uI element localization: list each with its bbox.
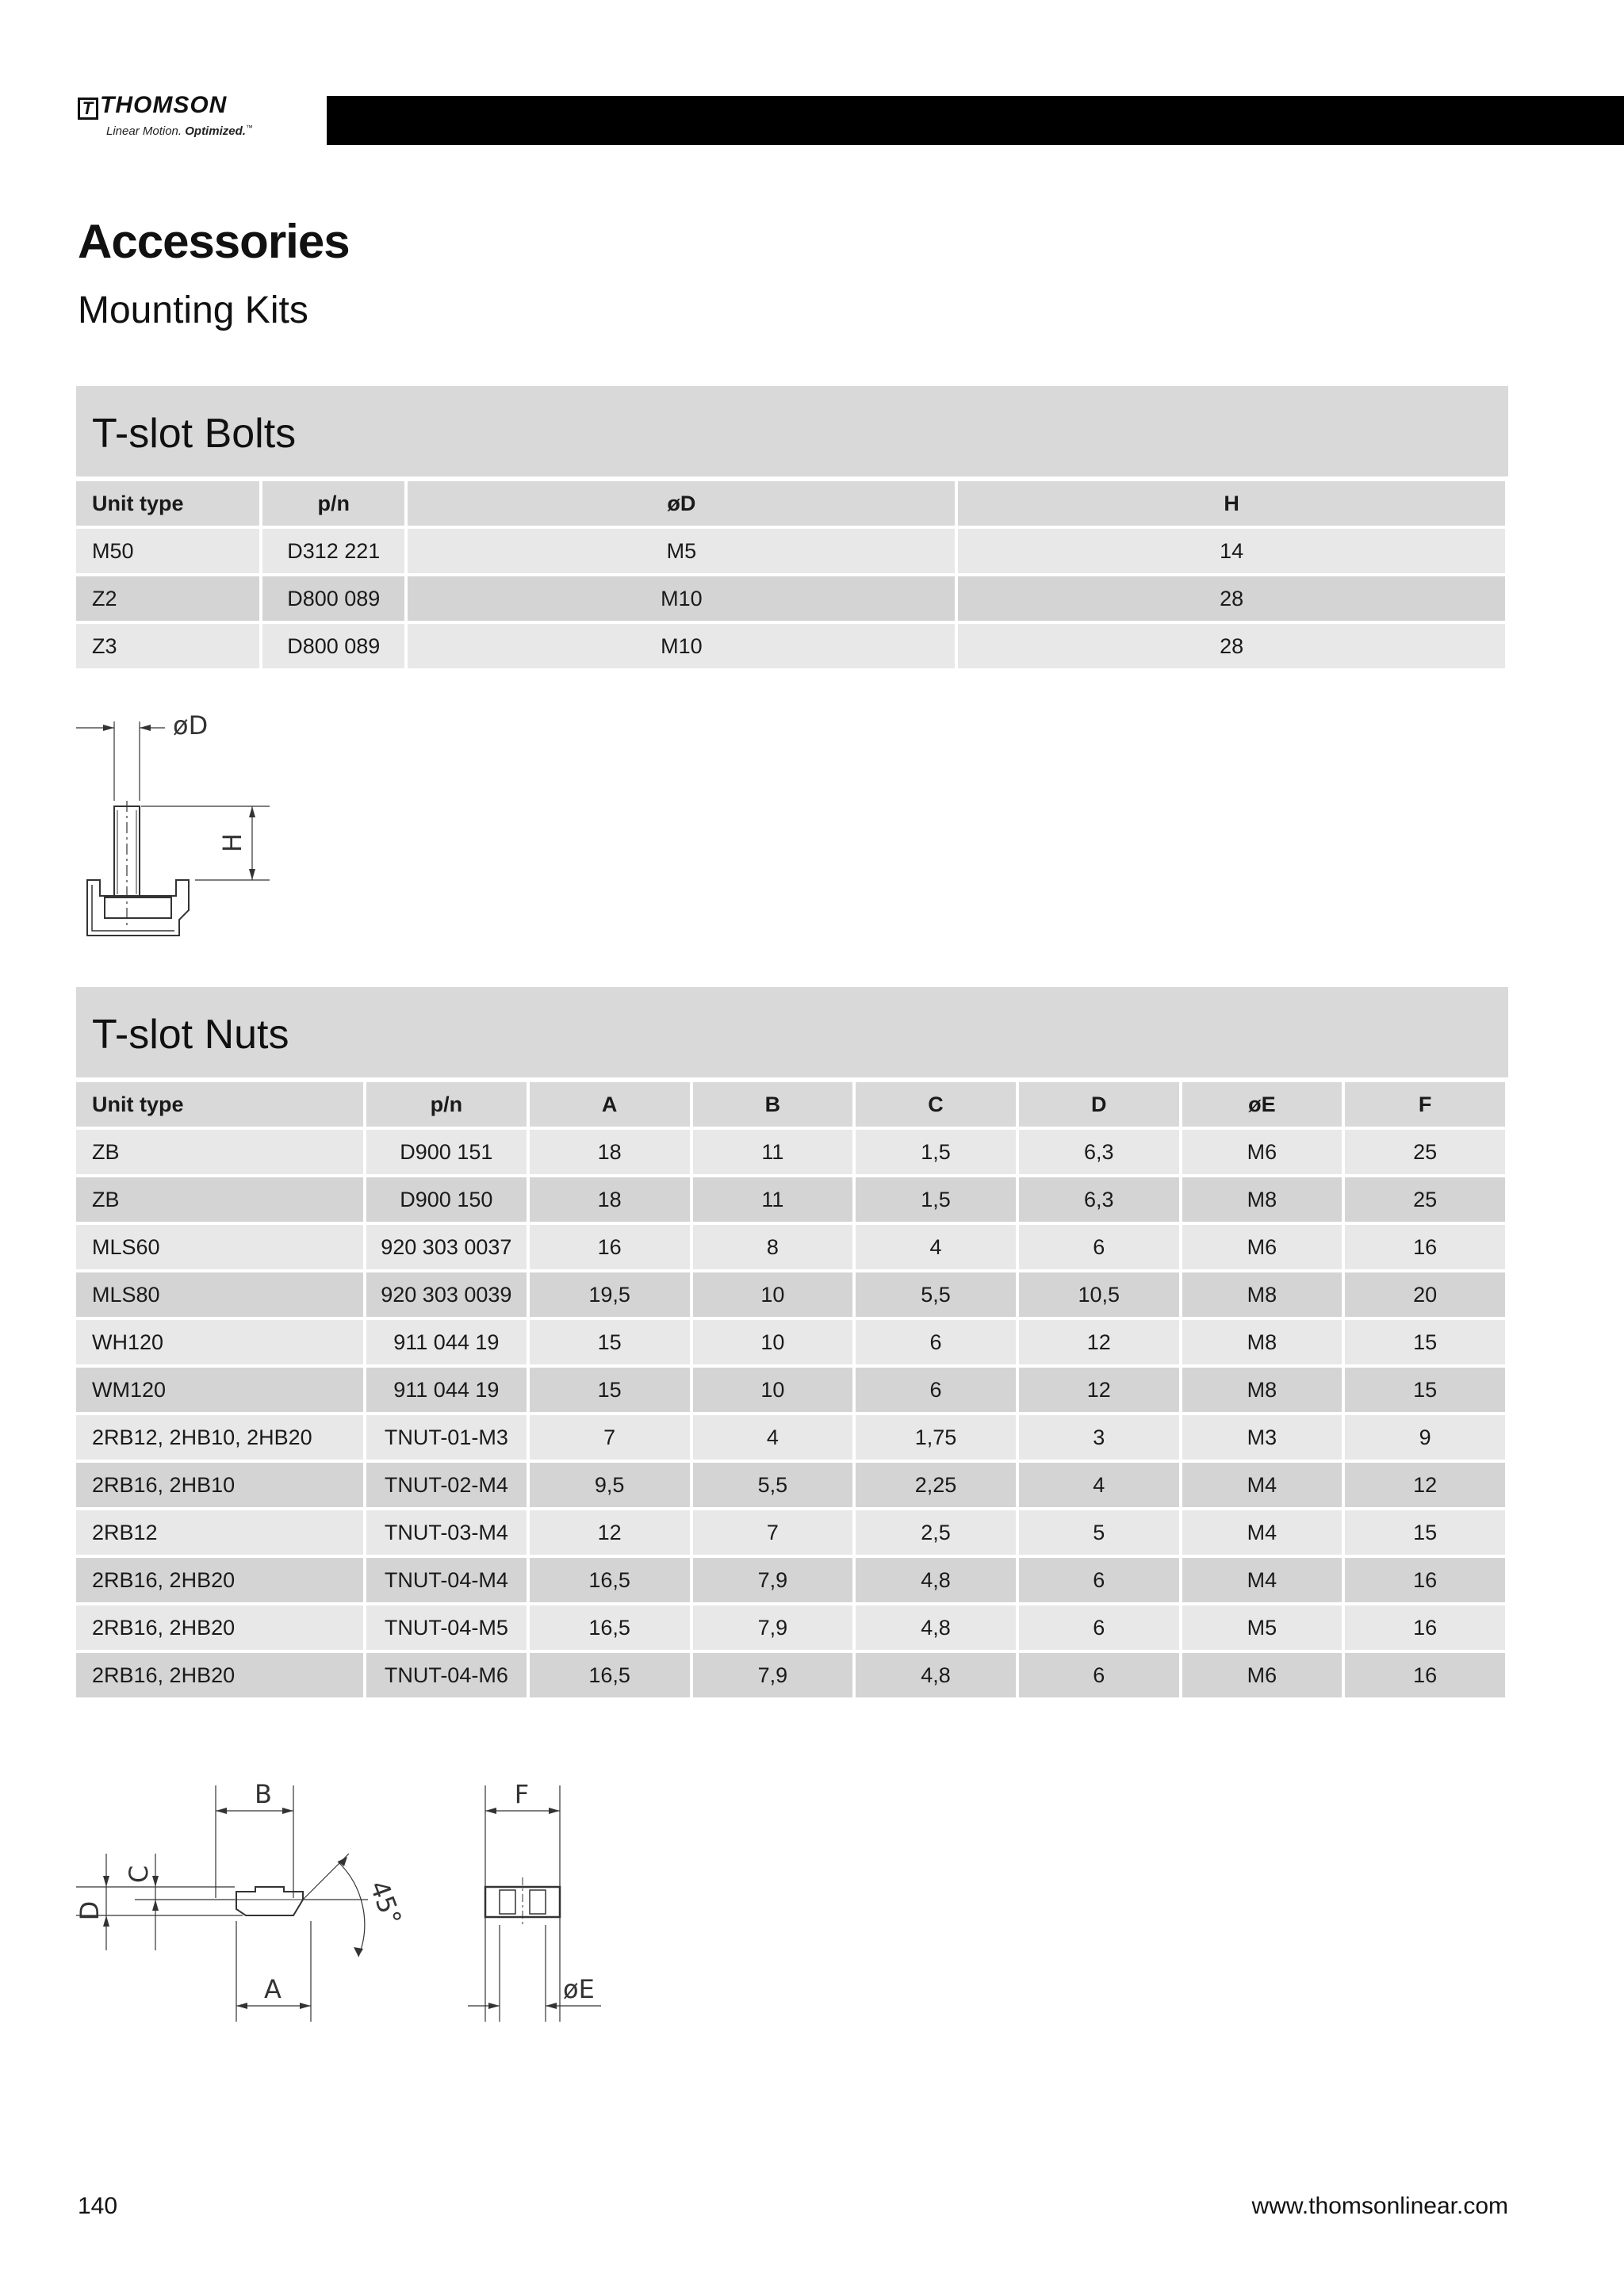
- nuts-cell-a: 7: [530, 1415, 690, 1460]
- nuts-cell-f: 12: [1345, 1463, 1505, 1507]
- nuts-cell-f: 15: [1345, 1510, 1505, 1555]
- tagline-part-b: Optimized.: [185, 124, 246, 138]
- bolts-col-unit-type: Unit type: [76, 481, 259, 526]
- nuts-table-row: [76, 1463, 1505, 1507]
- bolts-cell-h: 14: [958, 529, 1505, 573]
- nuts-cell-unit-type: 2RB12, 2HB10, 2HB20: [76, 1415, 363, 1460]
- bolt-d-arrow-right: [140, 725, 151, 731]
- nuts-col-oe: øE: [1182, 1082, 1342, 1127]
- nuts-cell-oe: M8: [1182, 1177, 1342, 1222]
- nuts-cell-f: 9: [1345, 1415, 1505, 1460]
- nut-a-arrow-left: [236, 2003, 247, 2009]
- bolts-cell-pn: D800 089: [262, 624, 404, 668]
- bolts-section-header: [76, 386, 1508, 476]
- nuts-cell-unit-type: MLS80: [76, 1272, 363, 1317]
- nuts-table-row: [76, 1320, 1505, 1364]
- bolts-cell-pn: D312 221: [262, 529, 404, 573]
- nuts-cell-d: 10,5: [1019, 1272, 1179, 1317]
- nuts-cell-a: 18: [530, 1177, 690, 1222]
- bolts-cell-unit-type: Z2: [76, 576, 259, 621]
- nuts-cell-oe: M3: [1182, 1415, 1342, 1460]
- nuts-cell-pn: 911 044 19: [366, 1368, 527, 1412]
- nuts-cell-c: 4: [856, 1225, 1016, 1269]
- nut-angle-arrow-top: [338, 1857, 347, 1866]
- nuts-table-row: [76, 1605, 1505, 1650]
- nuts-cell-unit-type: 2RB16, 2HB20: [76, 1605, 363, 1650]
- nuts-cell-pn: D900 150: [366, 1177, 527, 1222]
- bolts-table-row: [76, 624, 1505, 668]
- nuts-cell-f: 16: [1345, 1605, 1505, 1650]
- nuts-col-f: F: [1345, 1082, 1505, 1127]
- nut-angle-arrow-bottom: [354, 1947, 363, 1957]
- nuts-header-row: [76, 1082, 1505, 1127]
- nuts-cell-pn: 911 044 19: [366, 1320, 527, 1364]
- nuts-cell-oe: M8: [1182, 1272, 1342, 1317]
- nuts-cell-f: 25: [1345, 1177, 1505, 1222]
- nuts-table-row: [76, 1130, 1505, 1174]
- nuts-cell-oe: M6: [1182, 1225, 1342, 1269]
- bolts-table-row: [76, 529, 1505, 573]
- bolts-table-row: [76, 576, 1505, 621]
- nut-label-f: F: [514, 1779, 530, 1809]
- nuts-cell-b: 10: [693, 1320, 853, 1364]
- nuts-cell-pn: D900 151: [366, 1130, 527, 1174]
- nuts-cell-f: 16: [1345, 1558, 1505, 1602]
- nuts-table-row: [76, 1510, 1505, 1555]
- nuts-cell-a: 15: [530, 1320, 690, 1364]
- nut-d-arrow-top: [103, 1876, 109, 1887]
- brand-name: THOMSON: [100, 92, 228, 118]
- nuts-cell-f: 16: [1345, 1225, 1505, 1269]
- nuts-cell-d: 6,3: [1019, 1177, 1179, 1222]
- nuts-table-row: [76, 1558, 1505, 1602]
- nuts-cell-a: 16,5: [530, 1653, 690, 1697]
- nuts-col-a: A: [530, 1082, 690, 1127]
- bolts-cell-od: M10: [408, 624, 955, 668]
- nuts-cell-oe: M8: [1182, 1320, 1342, 1364]
- nut-e-arrow-left: [488, 2003, 500, 2009]
- nuts-cell-b: 4: [693, 1415, 853, 1460]
- bolts-cell-h: 28: [958, 576, 1505, 621]
- nuts-cell-d: 12: [1019, 1368, 1179, 1412]
- nuts-col-pn: p/n: [366, 1082, 527, 1127]
- nuts-cell-d: 4: [1019, 1463, 1179, 1507]
- logo-t-icon: T: [78, 98, 98, 120]
- nut-angle-arc: [338, 1862, 365, 1957]
- nuts-cell-c: 6: [856, 1320, 1016, 1364]
- nuts-cell-b: 11: [693, 1130, 853, 1174]
- bolts-header-row: [76, 481, 1505, 526]
- nuts-cell-oe: M8: [1182, 1368, 1342, 1412]
- nuts-cell-pn: TNUT-04-M5: [366, 1605, 527, 1650]
- nuts-table-row: [76, 1653, 1505, 1697]
- nuts-cell-c: 2,5: [856, 1510, 1016, 1555]
- nuts-cell-b: 8: [693, 1225, 853, 1269]
- nuts-cell-c: 1,75: [856, 1415, 1016, 1460]
- nuts-cell-f: 15: [1345, 1320, 1505, 1364]
- nut-label-angle: 45°: [363, 1877, 408, 1930]
- bolts-cell-unit-type: M50: [76, 529, 259, 573]
- nut-label-d: D: [75, 1900, 105, 1921]
- bolt-h-arrow-top: [249, 806, 255, 817]
- nuts-cell-oe: M6: [1182, 1653, 1342, 1697]
- nuts-table-row: [76, 1225, 1505, 1269]
- nuts-cell-d: 12: [1019, 1320, 1179, 1364]
- nuts-cell-c: 1,5: [856, 1177, 1016, 1222]
- nuts-col-unit-type: Unit type: [76, 1082, 363, 1127]
- nuts-cell-b: 7,9: [693, 1605, 853, 1650]
- nuts-cell-b: 11: [693, 1177, 853, 1222]
- bolt-head: [105, 897, 171, 918]
- nuts-col-c: C: [856, 1082, 1016, 1127]
- bolts-cell-pn: D800 089: [262, 576, 404, 621]
- nuts-cell-c: 4,8: [856, 1605, 1016, 1650]
- nuts-cell-unit-type: MLS60: [76, 1225, 363, 1269]
- nut-b-arrow-right: [282, 1808, 293, 1814]
- nuts-cell-a: 16,5: [530, 1605, 690, 1650]
- bolts-cell-od: M5: [408, 529, 955, 573]
- nuts-cell-pn: 920 303 0039: [366, 1272, 527, 1317]
- nuts-cell-unit-type: 2RB12: [76, 1510, 363, 1555]
- nuts-cell-oe: M6: [1182, 1130, 1342, 1174]
- nuts-cell-pn: TNUT-03-M4: [366, 1510, 527, 1555]
- nuts-cell-oe: M4: [1182, 1510, 1342, 1555]
- logo-tagline: [106, 124, 253, 138]
- bolt-d-arrow-left: [103, 725, 114, 731]
- t-slot-bolt-drawing: [76, 690, 314, 943]
- nuts-cell-a: 12: [530, 1510, 690, 1555]
- nuts-table-row: [76, 1415, 1505, 1460]
- nuts-cell-pn: TNUT-02-M4: [366, 1463, 527, 1507]
- nuts-cell-unit-type: ZB: [76, 1130, 363, 1174]
- nuts-cell-pn: TNUT-04-M4: [366, 1558, 527, 1602]
- nuts-cell-a: 18: [530, 1130, 690, 1174]
- nuts-cell-oe: M5: [1182, 1605, 1342, 1650]
- nut-label-c: C: [124, 1865, 154, 1884]
- nut-f-arrow-right: [549, 1808, 560, 1814]
- nuts-cell-a: 9,5: [530, 1463, 690, 1507]
- nuts-table: [73, 1079, 1508, 1701]
- header-bar: [327, 96, 1624, 145]
- nuts-cell-d: 6: [1019, 1653, 1179, 1697]
- nuts-table-row: [76, 1177, 1505, 1222]
- nuts-cell-pn: TNUT-01-M3: [366, 1415, 527, 1460]
- nuts-cell-d: 6,3: [1019, 1130, 1179, 1174]
- t-slot-nut-drawing: [71, 1774, 626, 2036]
- nuts-cell-f: 16: [1345, 1653, 1505, 1697]
- nut-c-arrow-bottom: [152, 1900, 159, 1911]
- nut-label-a: A: [264, 1974, 282, 2004]
- nuts-cell-c: 4,8: [856, 1653, 1016, 1697]
- nuts-cell-f: 15: [1345, 1368, 1505, 1412]
- nuts-table-row: [76, 1368, 1505, 1412]
- nuts-cell-pn: 920 303 0037: [366, 1225, 527, 1269]
- bolts-cell-h: 28: [958, 624, 1505, 668]
- nuts-cell-a: 15: [530, 1368, 690, 1412]
- nuts-cell-b: 10: [693, 1272, 853, 1317]
- bolts-table-body: [76, 529, 1505, 668]
- bolts-col-od: øD: [408, 481, 955, 526]
- nut-front-thread-right: [530, 1890, 546, 1914]
- nut-b-arrow-left: [216, 1808, 227, 1814]
- bolts-cell-od: M10: [408, 576, 955, 621]
- nuts-cell-unit-type: 2RB16, 2HB20: [76, 1653, 363, 1697]
- nuts-cell-c: 1,5: [856, 1130, 1016, 1174]
- page-title: Accessories: [78, 215, 350, 268]
- bolts-col-h: H: [958, 481, 1505, 526]
- nuts-cell-unit-type: ZB: [76, 1177, 363, 1222]
- nuts-cell-oe: M4: [1182, 1558, 1342, 1602]
- bolt-slot-outline: [87, 880, 189, 936]
- nuts-cell-unit-type: WH120: [76, 1320, 363, 1364]
- nut-a-arrow-right: [300, 2003, 311, 2009]
- nuts-cell-f: 25: [1345, 1130, 1505, 1174]
- nuts-cell-b: 7,9: [693, 1558, 853, 1602]
- bolts-table: [73, 478, 1508, 672]
- nuts-section-header: [76, 987, 1508, 1077]
- tagline-trademark: ™: [245, 124, 253, 132]
- nuts-cell-pn: TNUT-04-M6: [366, 1653, 527, 1697]
- nuts-cell-a: 16: [530, 1225, 690, 1269]
- nuts-section-title: T-slot Nuts: [92, 1012, 289, 1058]
- bolt-label-h: H: [217, 832, 247, 853]
- nuts-cell-a: 16,5: [530, 1558, 690, 1602]
- nuts-cell-c: 6: [856, 1368, 1016, 1412]
- nuts-cell-f: 20: [1345, 1272, 1505, 1317]
- nuts-cell-c: 2,25: [856, 1463, 1016, 1507]
- nuts-col-b: B: [693, 1082, 853, 1127]
- nut-front-thread-left: [500, 1890, 515, 1914]
- nuts-cell-oe: M4: [1182, 1463, 1342, 1507]
- tagline-part-a: Linear Motion.: [106, 124, 186, 138]
- bolts-section-title: T-slot Bolts: [92, 411, 297, 457]
- bolt-h-arrow-bottom: [249, 869, 255, 880]
- nuts-cell-c: 4,8: [856, 1558, 1016, 1602]
- nuts-cell-unit-type: WM120: [76, 1368, 363, 1412]
- nuts-cell-unit-type: 2RB16, 2HB10: [76, 1463, 363, 1507]
- nuts-cell-d: 6: [1019, 1558, 1179, 1602]
- page-subtitle: Mounting Kits: [78, 289, 308, 331]
- nut-label-b: B: [255, 1779, 272, 1809]
- nuts-cell-d: 5: [1019, 1510, 1179, 1555]
- nut-e-arrow-right: [546, 2003, 557, 2009]
- nuts-cell-a: 19,5: [530, 1272, 690, 1317]
- nut-f-arrow-left: [485, 1808, 496, 1814]
- bolts-cell-unit-type: Z3: [76, 624, 259, 668]
- nut-label-e: øE: [563, 1974, 595, 2004]
- bolts-col-pn: p/n: [262, 481, 404, 526]
- footer-url[interactable]: www.thomsonlinear.com: [1251, 2193, 1508, 2219]
- nuts-cell-b: 7,9: [693, 1653, 853, 1697]
- nuts-table-body: [76, 1130, 1505, 1697]
- thomson-logo: [78, 92, 284, 147]
- nuts-cell-b: 5,5: [693, 1463, 853, 1507]
- nuts-cell-b: 7: [693, 1510, 853, 1555]
- logo-wordmark: [78, 92, 227, 120]
- nuts-cell-d: 6: [1019, 1225, 1179, 1269]
- nuts-cell-c: 5,5: [856, 1272, 1016, 1317]
- bolt-label-d: øD: [173, 710, 209, 740]
- nuts-cell-d: 3: [1019, 1415, 1179, 1460]
- nuts-table-row: [76, 1272, 1505, 1317]
- nuts-cell-b: 10: [693, 1368, 853, 1412]
- nuts-col-d: D: [1019, 1082, 1179, 1127]
- nuts-cell-d: 6: [1019, 1605, 1179, 1650]
- page-number: 140: [78, 2193, 118, 2219]
- nuts-cell-unit-type: 2RB16, 2HB20: [76, 1558, 363, 1602]
